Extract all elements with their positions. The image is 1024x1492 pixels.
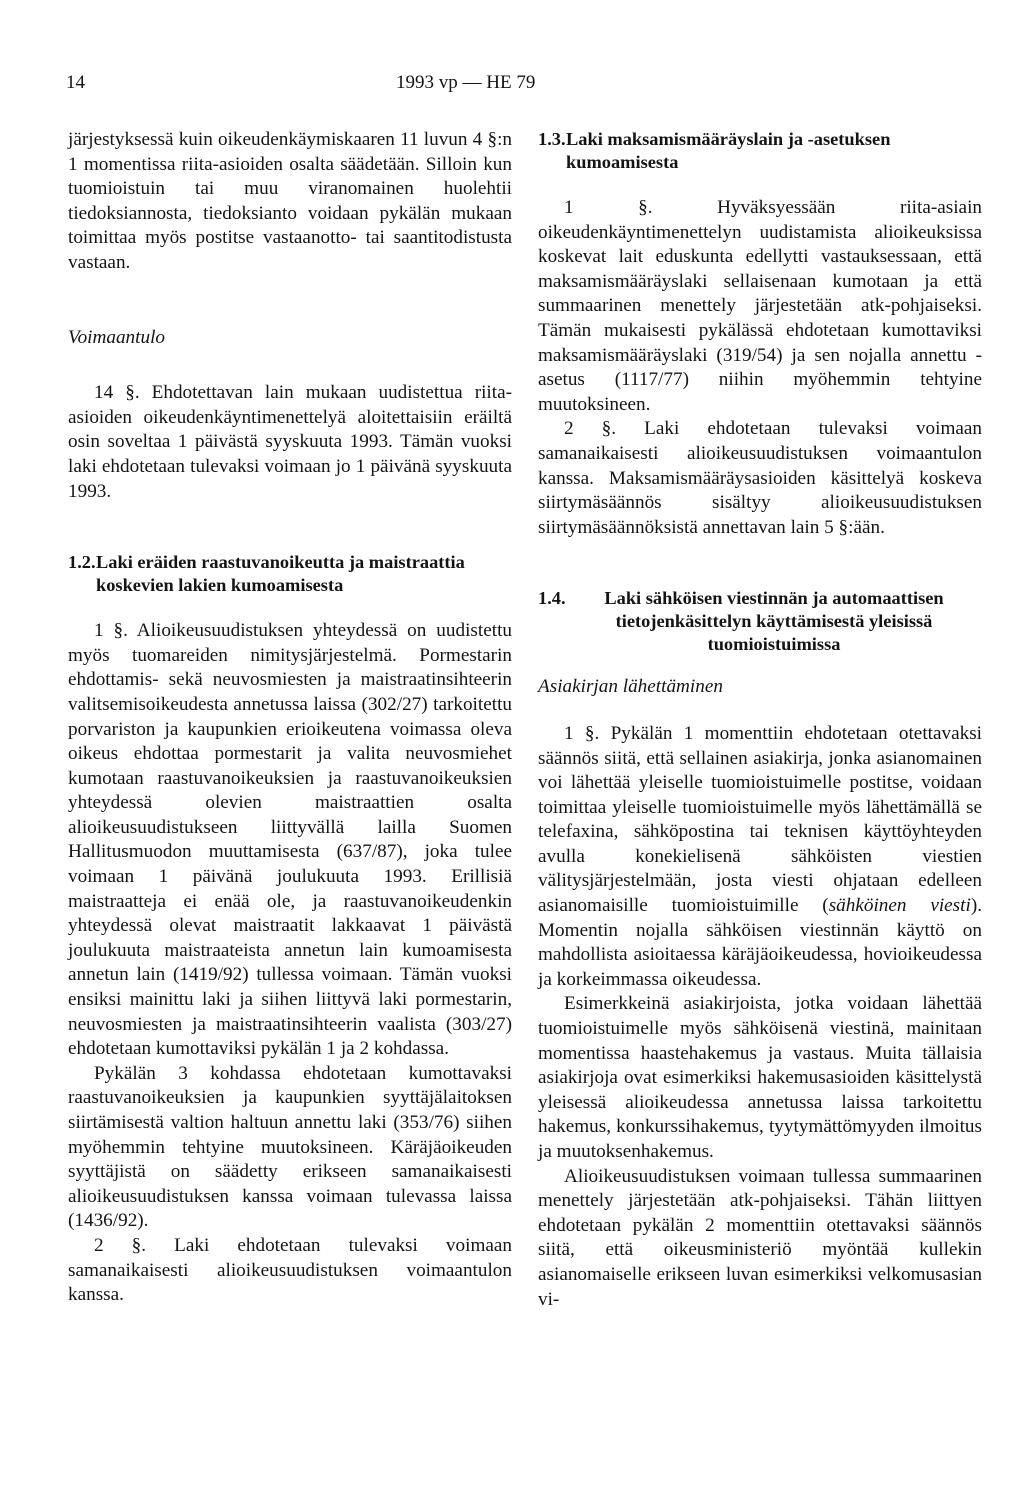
- section-subheading-asiakirjan-lahettaminen: Asiakirjan lähettäminen: [538, 676, 723, 698]
- section-title: Laki maksamismääräyslain ja -asetuksen kumoamisesta: [566, 129, 891, 172]
- section-number: 1.4.: [538, 588, 566, 609]
- section-subheading-voimaantulo: Voimaantulo: [68, 326, 166, 348]
- page-number: 14: [66, 72, 85, 93]
- paragraph: 1 §. Alioikeusuudistuksen yhteydessä on uudistettu myös tuomareiden nimitysjärjestelmä. Pormestarin ehdottamis- sekä neuvosmiesten ja maistraatinsihteerin valitsemisoikeudesta annetussa laissa (302/27) tarkoitettu porvariston ja kaupunkien erioikeutena voimassa oleva oikeus ehdottaa pormestarit ja valita neuvosmiehet kumotaan raastuvanoikeuksien ja raastuvanoikeuksien yhteydessä olevien maistraattien osalta alioikeusuudistukseen liittyvällä lailla Suomen Hallitusmuodon muuttamisesta (637/87), joka tulee voimaan 1 päivänä joulukuuta 1993. Erillisiä maistraatteja ei enää ole, ja raastuvanoikeudenkin yhteydessä olevat maistraatit lakkaavat 1 päivästä joulukuuta maistraateista annetun lain kumoamisesta annetun lain (1419/92) tullessa voimaan. Tämän vuoksi ensiksi mainittu laki ja siihen liittyvä laki pormestarin, neuvosmiesten ja maistraatinsihteerin vaalista (303/27) ehdotetaan kumottaviksi pykälän 1 ja 2 kohdassa.: [68, 620, 512, 1060]
- paragraph: Pykälän 3 kohdassa ehdotetaan kumottavaksi raastuvanoikeuksien ja kaupunkien syyttäjälaitoksen siirtämisestä valtion haltuun annettu laki (353/76) siihen myöhemmin tehtyine muutoksineen. Käräjäoikeuden syyttäjistä on säädetty erikseen samanaikaisesti alioikeusuudistuksen kanssa voimaan tulevassa laissa (1436/92).: [68, 1062, 512, 1232]
- section-title: Laki sähköisen viestinnän ja automaattisen tietojenkäsittelyn käyttämisestä yleisissä tuomioistuimissa: [604, 588, 944, 655]
- section-heading-1-2: [68, 551, 512, 597]
- right-column: [538, 128, 982, 1312]
- italic-term: sähköinen viesti: [828, 895, 971, 917]
- running-header: 1993 vp — HE 79: [396, 72, 536, 93]
- paragraph: järjestyksessä kuin oikeudenkäymiskaaren 11 luvun 4 §:n 1 momentissa riita-asioiden osalta säädetään. Silloin kun tuomioistuin tai muu viranomainen huolehtii tiedoksiannosta, tiedoksianto voidaan pykälän mukaan toimittaa myös postitse vastaanotto- tai saantitodistusta vastaan.: [68, 129, 512, 273]
- paragraph: 1 §. Hyväksyessään riita-asiain oikeudenkäyntimenettelyn uudistamista alioikeuksissa koskevat lait eduskunta edellytti vastauksessaan, että maksamismääräyslaki sellaisenaan kumotaan ja että summaarinen menettely järjestetään atk-pohjaiseksi. Tämän mukaisesti pykälässä ehdotetaan kumottaviksi maksamismääräyslaki (319/54) ja sen nojalla annettu -asetus (1117/77) niihin myöhemmin tehtyine muutoksineen.: [538, 197, 982, 415]
- section-number: 1.3.: [538, 129, 566, 149]
- paragraph: 14 §. Ehdotettavan lain mukaan uudistettua riita-asioiden oikeudenkäyntimenettelyä aloitettaisiin eräiltä osin soveltaa 1 päivästä syyskuuta 1993. Tämän vuoksi laki ehdotetaan tulevaksi voimaan jo 1 päivänä syyskuuta 1993.: [68, 382, 512, 502]
- section-heading-1-3: [538, 128, 982, 174]
- section-heading-1-4: [538, 587, 982, 656]
- paragraph: 2 §. Laki ehdotetaan tulevaksi voimaan samanaikaisesti alioikeusuudistuksen voimaantulon kanssa.: [68, 1234, 512, 1306]
- paragraph: 1 §. Pykälän 1 momenttiin ehdotetaan otettavaksi säännös siitä, että sellainen asiakirja, jonka asianomainen voi lähettää yleiselle tuomioistuimelle postitse, voidaan toimittaa yleiselle tuomioistuimelle myös lähettämällä se telefaxina, sähköpostina tai teknisen käyttöyhteyden avulla konekielisenä sähköisten viestien välitysjärjestelmään, josta viesti ohjataan edelleen asianomaisille tuomioistuimille (sähköinen viesti). Momentin nojalla sähköisen viestinnän käyttö on mahdollista asioitaessa käräjäoikeudessa, hovioikeudessa ja korkeimmassa oikeudessa.: [538, 722, 983, 990]
- section-title: Laki eräiden raastuvanoikeutta ja maistraattia koskevien lakien kumoamisesta: [96, 552, 465, 596]
- paragraph: Alioikeusuudistuksen voimaan tullessa summaarinen menettely järjestetään atk-pohjaiseksi. Tähän liittyen ehdotetaan pykälän 2 momenttiin otettavaksi säännös siitä, että oikeusministeriö myöntää kullekin asianomaiselle erikseen luvan esimerkiksi velkomusasian vi-: [538, 1165, 982, 1310]
- paragraph: 2 §. Laki ehdotetaan tulevaksi voimaan samanaikaisesti alioikeusuudistuksen voimaantulon kanssa. Maksamismääräysasioiden käsittelyä koskeva siirtymäsäännös sisältyy alioikeusuudistuksen siirtymäsäännöksistä annettavan lain 5 §:ään.: [538, 418, 982, 538]
- left-column: [68, 128, 512, 1308]
- paragraph: Esimerkkeinä asiakirjoista, jotka voidaan lähettää tuomioistuimelle myös sähköisenä viestinä, mainitaan momentissa haastehakemus ja vastaus. Muita tällaisia asiakirjoja ovat esimerkiksi hakemusasioiden käsittelystä yleisessä alioikeudessa annetussa laissa tarkoitettu hakemus, konkurssihakemus, tyytymättömyyden ilmoitus ja muutoksenhakemus.: [538, 993, 982, 1162]
- section-number: 1.2.: [68, 552, 96, 573]
